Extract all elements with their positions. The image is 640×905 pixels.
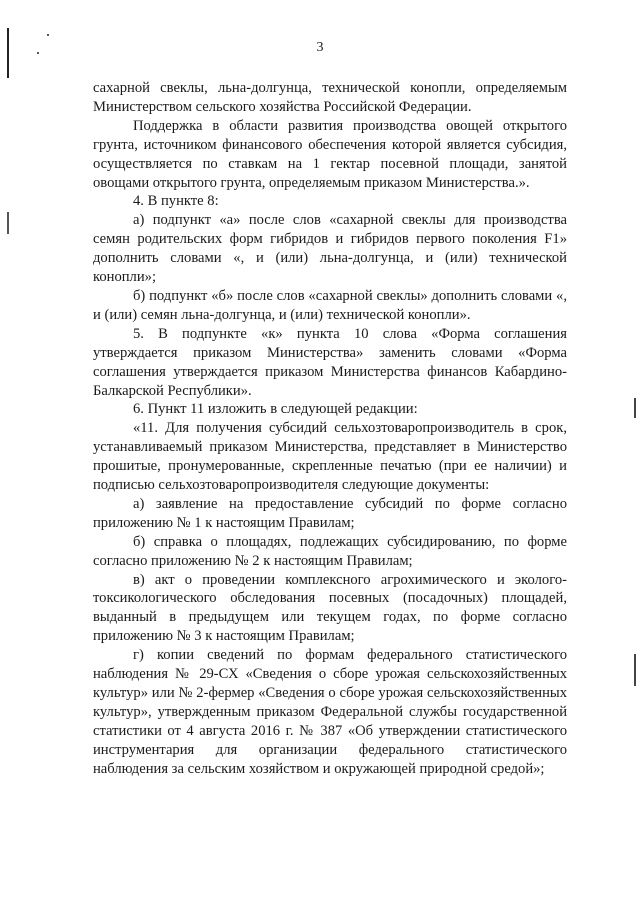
- scan-artifact-mark: [7, 212, 9, 234]
- list-item: б) справка о площадях, подлежащих субсидированию, по форме согласно приложению № 2 к настоящим Правилам;: [93, 533, 567, 569]
- list-item: б) подпункт «б» после слов «сахарной свеклы» дополнить словами «, и (или) семян льна-долгунца, и (или) технической конопли».: [93, 287, 567, 323]
- paragraph: 5. В подпункте «к» пункта 10 слова «Форма соглашения утверждается приказом Министерства» заменить словами «Форма соглашения утверждается приказом Министерства финансов Кабардино-Балкарской Республики».: [93, 325, 567, 399]
- scan-artifact-mark: [47, 34, 49, 36]
- list-item: в) акт о проведении комплексного агрохимического и эколого-токсикологического обследования посевных (посадочных) площадей, выданный в предыдущем или текущем годах, по форме согласно приложению № 3 к настоящим Правилам;: [93, 571, 567, 645]
- paragraph: «11. Для получения субсидий сельхозтоваропроизводитель в срок, устанавливаемый приказом Министерства, представляет в Министерство прошитые, пронумерованные, скрепленные печатью (при ее наличии) и подписью сельхозтоваропроизводителя следующие документы:: [93, 420, 567, 494]
- document-body: [93, 79, 567, 779]
- scan-artifact-mark: [634, 654, 636, 686]
- page-number: 3: [316, 40, 324, 55]
- paragraph-continuation: сахарной свеклы, льна-долгунца, технической конопли, определяемым Министерством сельского хозяйства Российской Федерации.: [93, 80, 567, 115]
- list-item: а) заявление на предоставление субсидий по форме согласно приложению № 1 к настоящим Правилам;: [93, 495, 567, 531]
- list-item: а) подпункт «а» после слов «сахарной свеклы для производства семян родительских форм гибридов и гибридов первого поколения F1» дополнить словами «, и (или) льна-долгунца, и (или) технической конопли»;: [93, 212, 567, 286]
- list-item: г) копии сведений по формам федерального статистического наблюдения № 29-СХ «Сведения о сборе урожая сельскохозяйственных культур» или № 2-фермер «Сведения о сборе урожая сельскохозяйственных культур», утвержденным приказом Федеральной службы государственной статистики от 4 августа 2016 г. № 387 «Об утверждении статистического инструментария для организации федерального статистического наблюдения за сельским хозяйством и окружающей природной средой»;: [93, 647, 567, 777]
- list-heading: 6. Пункт 11 изложить в следующей редакции:: [133, 401, 418, 418]
- scan-artifact-mark: [634, 398, 636, 418]
- paragraph: Поддержка в области развития производства овощей открытого грунта, источником финансового обеспечения которой является субсидия, осуществляется по ставкам на 1 гектар посевной площади, занятой овощами открытого грунта, определяемым приказом Министерства.».: [93, 117, 567, 191]
- list-heading: 4. В пункте 8:: [133, 193, 219, 210]
